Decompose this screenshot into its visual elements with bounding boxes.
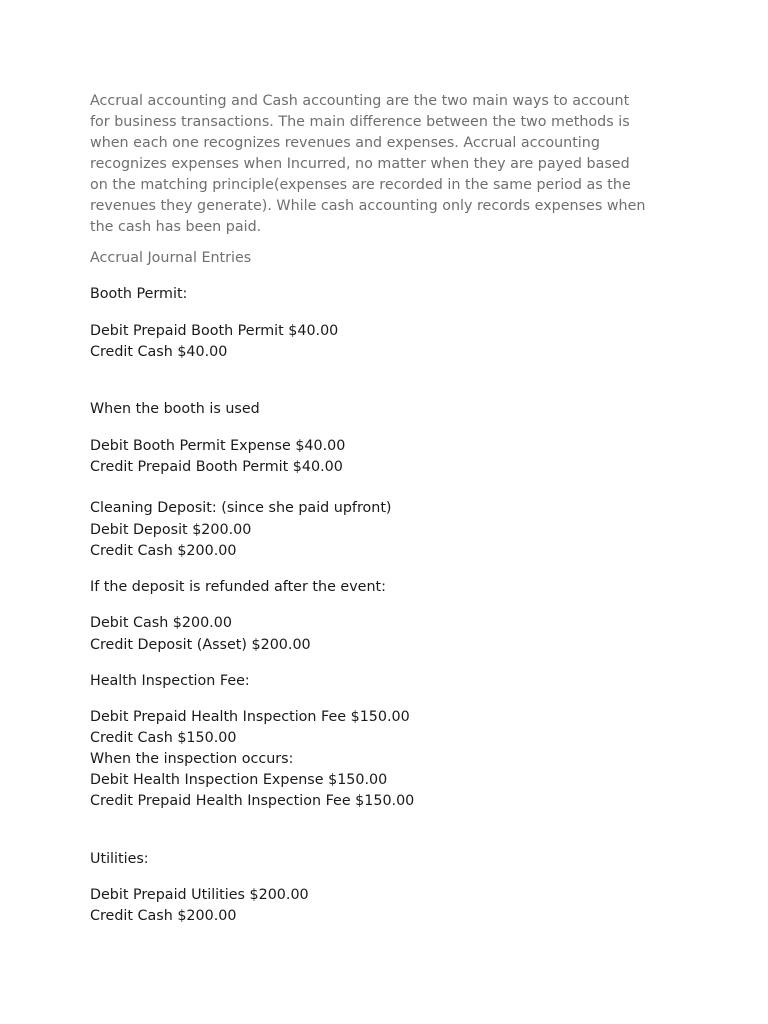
- entry-line: Debit Prepaid Health Inspection Fee $150.00: [90, 709, 410, 725]
- entry-heading: Booth Permit:: [90, 286, 188, 302]
- intro-line: for business transactions. The main difference between the two methods is: [90, 114, 630, 130]
- entry-line: Credit Cash $150.00: [90, 730, 237, 746]
- entry-heading: Cleaning Deposit: (since she paid upfront): [90, 500, 392, 516]
- intro-line: recognizes expenses when Incurred, no matter when they are payed based: [90, 156, 630, 172]
- entry-heading: When the booth is used: [90, 401, 260, 417]
- entry-line: Credit Cash $40.00: [90, 344, 228, 360]
- entry-line: Credit Cash $200.00: [90, 908, 237, 924]
- intro-line: revenues they generate). While cash accounting only records expenses when: [90, 198, 646, 214]
- intro-line: Accrual accounting and Cash accounting are the two main ways to account: [90, 93, 630, 109]
- intro-line: when each one recognizes revenues and expenses. Accrual accounting: [90, 135, 600, 151]
- section-subtitle: Accrual Journal Entries: [90, 250, 252, 266]
- entry-line: Credit Cash $200.00: [90, 543, 237, 559]
- entry-line: Credit Prepaid Booth Permit $40.00: [90, 459, 343, 475]
- entry-line: Credit Deposit (Asset) $200.00: [90, 637, 311, 653]
- entry-line: Debit Prepaid Utilities $200.00: [90, 887, 309, 903]
- entry-heading: When the inspection occurs:: [90, 751, 294, 767]
- entry-line: Debit Health Inspection Expense $150.00: [90, 772, 388, 788]
- entry-line: Debit Prepaid Booth Permit $40.00: [90, 323, 339, 339]
- entry-line: Debit Booth Permit Expense $40.00: [90, 438, 346, 454]
- entry-heading: If the deposit is refunded after the event:: [90, 579, 386, 595]
- entry-heading: Utilities:: [90, 851, 149, 867]
- entry-line: Credit Prepaid Health Inspection Fee $150.00: [90, 793, 415, 809]
- entry-line: Debit Deposit $200.00: [90, 522, 252, 538]
- entry-heading: Health Inspection Fee:: [90, 673, 250, 689]
- intro-line: the cash has been paid.: [90, 219, 262, 235]
- intro-line: on the matching principle(expenses are recorded in the same period as the: [90, 177, 631, 193]
- entry-line: Debit Cash $200.00: [90, 615, 232, 631]
